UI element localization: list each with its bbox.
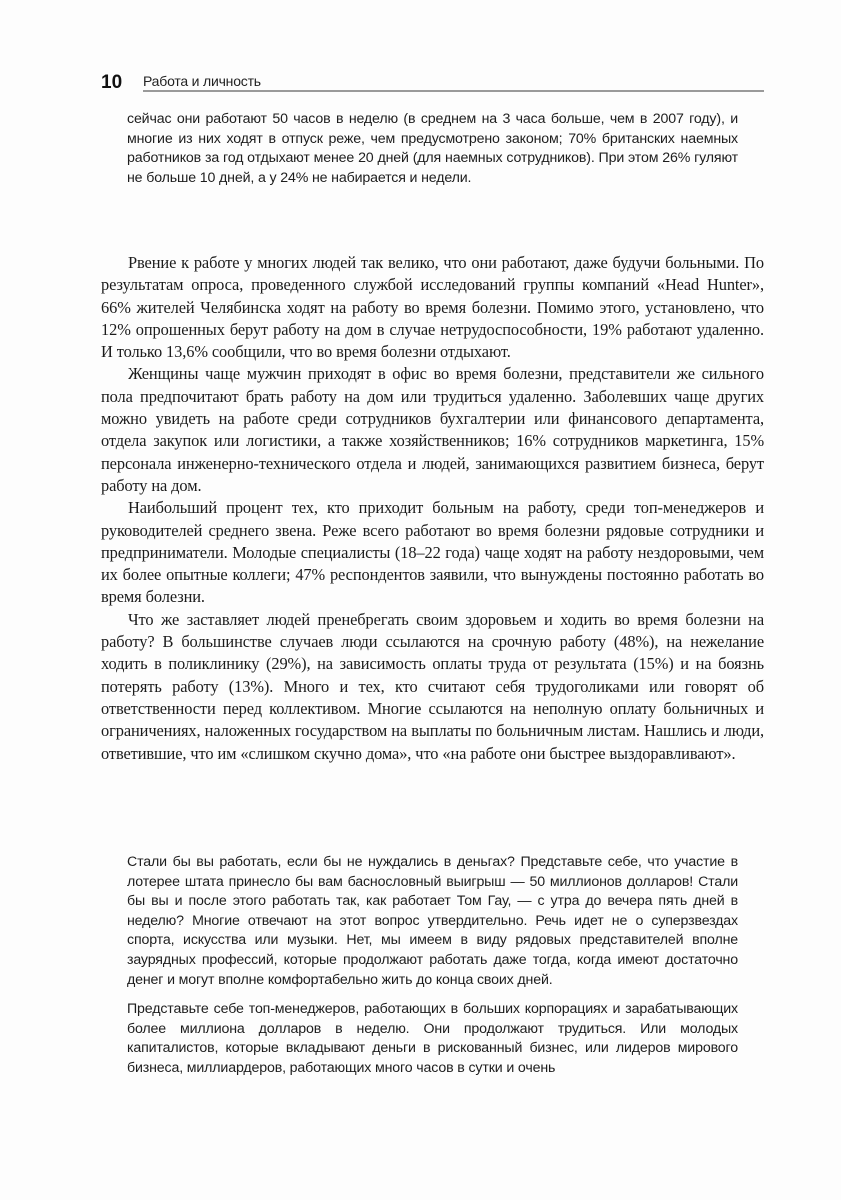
main-paragraph: Что же заставляет людей пренебрегать своим здоровьем и ходить во время болезни на работу? В большинстве случаев люди ссылаются на срочную работу (48%), на нежелание ходить в поликлинику (29%), на зависимость оплаты труда от результата (15%) и на боязнь потерять работу (13%). Много и тех, кто считают себя трудоголиками или говорят об ответственности перед коллективом. Многие ссылаются на неполную оплату больничных и ограничениях, наложенных государством на выплаты по больничным листам. Нашлись и люди, ответившие, что им «слишком скучно дома», что «на работе они быстрее выздоравливают».: [101, 609, 764, 763]
main-text: [101, 252, 764, 765]
main-paragraph: Рвение к работе у многих людей так велико, что они работают, даже будучи больными. По результатам опроса, проведенного службой исследований группы компаний «Head Hunter», 66% жителей Челябинска ходят на работу во время болезни. Помимо этого, установлено, что 12% опрошенных берут работу на дом в случае нетрудоспособности, 19% работают удаленно. И только 13,6% сообщили, что во время болезни отдыхают.: [101, 253, 764, 362]
sidebar-paragraph: Стали бы вы работать, если бы не нуждались в деньгах? Представьте себе, что участие в лотерее штата принесло бы вам баснословный выигрыш — 50 миллионов долларов! Стали бы вы и после этого работать так, как работает Том Гау, — с утра до вечера пять дней в неделю? Многие отвечают на этот вопрос утвердительно. Речь идет не о суперзвездах спорта, искусства или музыки. Нет, мы имеем в виду рядовых представителей вполне заурядных профессий, которые продолжают работать даже тогда, когда имеют достаточно денег и могут вполне комфортабельно жить до конца своих дней.: [127, 854, 738, 988]
intro-paragraph: сейчас они работают 50 часов в неделю (в среднем на 3 часа больше, чем в 2007 году), и многие из них ходят в отпуск реже, чем предусмотрено законом; 70% британских наемных работников за год отдыхают менее 20 дней (для наемных сотрудников). При этом 26% гуляют не больше 10 дней, а у 24% не набирается и недели.: [127, 111, 738, 186]
sidebar-paragraph: Представьте себе топ-менеджеров, работающих в больших корпорациях и зарабатывающих более миллиона долларов в неделю. Они продолжают трудиться. Или молодых капиталистов, которые вкладывают деньги в рискованный бизнес, или лидеров мирового бизнеса, миллиардеров, работающих много часов в сутки и очень: [127, 1001, 738, 1076]
main-paragraph: Женщины чаще мужчин приходят в офис во время болезни, представители же сильного пола предпочитают брать работу на дом или трудиться удаленно. Заболевших чаще других можно увидеть на работе среди сотрудников бухгалтерии или финансового департамента, отдела закупок или логистики, а также хозяйственников; 16% сотрудников маркетинга, 15% персонала инженерно-технического отдела и людей, занимающихся развитием бизнеса, берут работу на дом.: [101, 364, 764, 495]
chapter-title: Работа и личность: [143, 73, 261, 89]
intro-block: [127, 110, 738, 188]
header-rule: [143, 90, 764, 92]
main-paragraph: Наибольший процент тех, кто приходит больным на работу, среди топ-менеджеров и руководителей среднего звена. Реже всего работают во время болезни рядовые сотрудники и предприниматели. Молодые специалисты (18–22 года) чаще ходят на работу нездоровыми, чем их более опытные коллеги; 47% респондентов заявили, что вынуждены постоянно работать во время болезни.: [101, 498, 764, 607]
sidebar-block: [127, 853, 738, 1079]
page-number: 10: [101, 72, 123, 93]
running-head: [101, 72, 764, 94]
